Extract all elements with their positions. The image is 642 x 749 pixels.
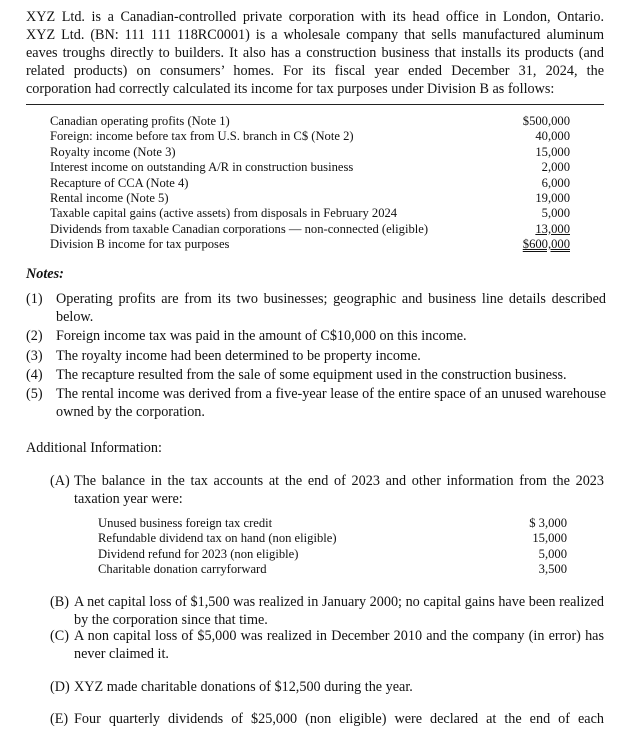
- paragraph-label: (D): [50, 679, 70, 695]
- intro-line: XYZ Ltd. (BN: 111 111 118RC0001) is a wholesale company that sells manufactured aluminum: [26, 27, 604, 43]
- paragraph-b: [50, 593, 604, 629]
- note-item: [26, 290, 606, 326]
- paragraph-d: [50, 678, 604, 696]
- income-row: [50, 222, 570, 237]
- note-item: [26, 385, 606, 421]
- balance-label: Charitable donation carryforward: [98, 562, 267, 577]
- paragraph-e: [50, 710, 604, 728]
- paragraph-text: XYZ made charitable donations of $12,500 during the year.: [74, 679, 413, 695]
- paragraph-text: A non capital loss of $5,000 was realized in December 2010 and the company (in error) has never claimed it.: [74, 628, 604, 662]
- intro-line: XYZ Ltd. is a Canadian-controlled private corporation with its head office in London, Ontario.: [26, 9, 604, 25]
- balance-amount: 5,000: [538, 546, 567, 561]
- note-item: [26, 327, 606, 345]
- note-text: Operating profits are from its two businesses; geographic and business line details described below.: [56, 291, 606, 325]
- income-amount: 6,000: [541, 175, 570, 190]
- note-number: (2): [26, 328, 43, 344]
- paragraph-label: (E): [50, 711, 69, 727]
- income-label: Taxable capital gains (active assets) from disposals in February 2024: [50, 206, 398, 221]
- paragraph-label: (C): [50, 628, 69, 644]
- income-row: [50, 129, 570, 144]
- balance-row: [98, 547, 567, 562]
- note-number: (4): [26, 367, 43, 383]
- income-amount: 19,000: [535, 190, 570, 205]
- income-label: Interest income on outstanding A/R in construction business: [50, 160, 354, 175]
- note-text: Foreign income tax was paid in the amount of C$10,000 on this income.: [56, 328, 467, 344]
- note-item: [26, 347, 606, 365]
- income-total-label: Division B income for tax purposes: [50, 237, 230, 252]
- note-item: [26, 366, 606, 384]
- income-amount: $500,000: [522, 114, 570, 128]
- paragraph-text: A net capital loss of $1,500 was realized in January 2000; no capital gains have been realized by the corporation since that time.: [74, 594, 604, 628]
- intro-paragraph: [26, 8, 604, 98]
- intro-line: related products) on consumers’ homes. For its fiscal year ended December 31, 2024, the: [26, 63, 604, 79]
- balance-amount: $ 3,000: [529, 516, 567, 530]
- income-table: [50, 114, 570, 253]
- income-row: [50, 206, 570, 221]
- income-amount: 40,000: [535, 129, 570, 144]
- paragraph-text: Four quarterly dividends of $25,000 (non eligible) were declared at the end of each: [74, 711, 604, 727]
- income-label: Foreign: income before tax from U.S. branch in C$ (Note 2): [50, 129, 354, 144]
- income-row: [50, 114, 570, 129]
- income-total-row: [50, 237, 570, 252]
- income-amount: 13,000: [535, 221, 570, 236]
- balance-label: Refundable dividend tax on hand (non eligible): [98, 531, 337, 546]
- income-label: Dividends from taxable Canadian corporations — non-connected (eligible): [50, 221, 429, 236]
- note-text: The rental income was derived from a five-year lease of the entire space of an unused warehouse owned by the corporation.: [56, 386, 606, 420]
- note-number: (1): [26, 291, 43, 307]
- intro-line: eaves troughs directly to builders. It also has a construction business that installs its products (and: [26, 45, 604, 61]
- note-text: The royalty income had been determined to be property income.: [56, 348, 421, 364]
- balance-row: [98, 562, 567, 577]
- income-row: [50, 176, 570, 191]
- balance-amount: 15,000: [532, 531, 567, 546]
- notes-heading: Notes:: [26, 266, 64, 282]
- balances-table: [98, 516, 567, 578]
- note-text: The recapture resulted from the sale of some equipment used in the construction business.: [56, 367, 567, 383]
- income-total-amount: $600,000: [522, 237, 570, 252]
- income-row: [50, 160, 570, 175]
- balance-row: [98, 516, 567, 531]
- paragraph-label: (A): [50, 473, 70, 489]
- income-amount: 2,000: [541, 160, 570, 175]
- note-number: (5): [26, 386, 43, 402]
- intro-line: corporation had correctly calculated its income for tax purposes under Division B as follows:: [26, 81, 555, 97]
- paragraph-a: [50, 472, 604, 508]
- income-amount: 5,000: [541, 206, 570, 221]
- note-number: (3): [26, 348, 43, 364]
- paragraph-text: The balance in the tax accounts at the end of 2023 and other information from the 2023 taxation year were:: [74, 473, 604, 507]
- balance-label: Dividend refund for 2023 (non eligible): [98, 546, 299, 561]
- income-label: Recapture of CCA (Note 4): [50, 175, 189, 190]
- balance-label: Unused business foreign tax credit: [98, 516, 273, 530]
- paragraph-label: (B): [50, 594, 69, 610]
- additional-info-heading: Additional Information:: [26, 440, 162, 456]
- paragraph-c: [50, 627, 604, 663]
- income-row: [50, 145, 570, 160]
- income-label: Canadian operating profits (Note 1): [50, 114, 230, 128]
- income-amount: 15,000: [535, 144, 570, 159]
- income-label: Royalty income (Note 3): [50, 144, 176, 159]
- income-label: Rental income (Note 5): [50, 190, 169, 205]
- balance-amount: 3,500: [538, 562, 567, 577]
- balance-row: [98, 531, 567, 546]
- income-row: [50, 191, 570, 206]
- table-top-rule: [26, 104, 604, 105]
